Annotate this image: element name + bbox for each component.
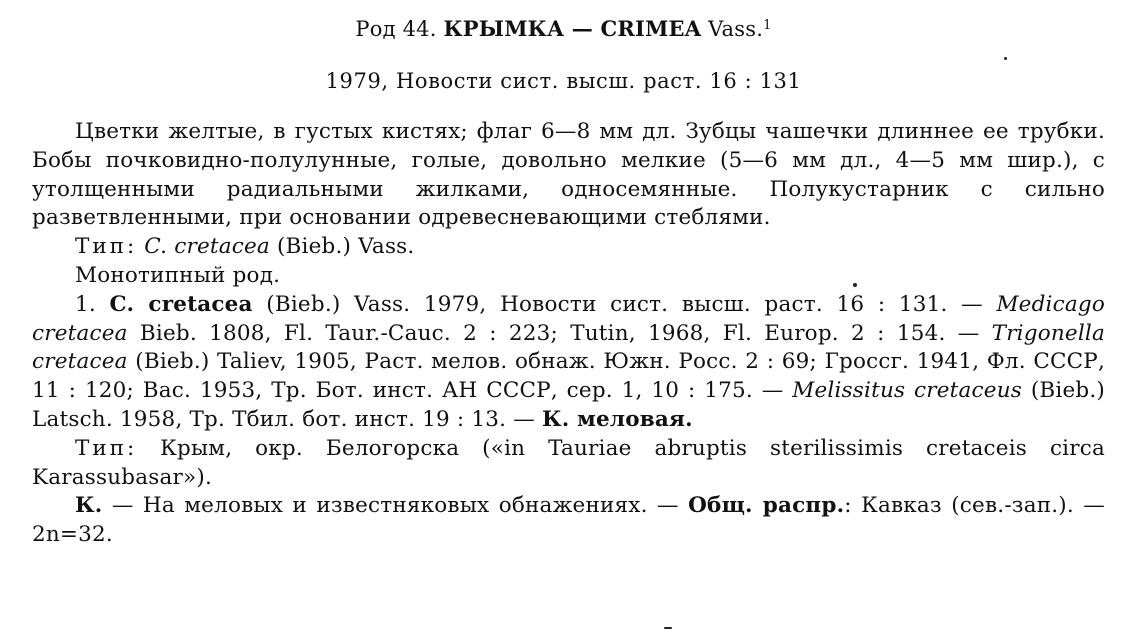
species-common-name: К. меловая. xyxy=(541,406,693,432)
species-citation-2: Bieb. 1808, Fl. Taur.-Cauc. 2 : 223; Tutin, 1968, Fl. Europ. 2 : 154. — xyxy=(127,320,992,346)
genus-author: Vass. xyxy=(701,17,764,41)
genus-name-latin: CRIMEA xyxy=(600,16,702,41)
species-number: 1. xyxy=(75,291,96,317)
genus-citation: 1979, Новости сист. высш. раст. 16 : 131 xyxy=(325,69,802,93)
species-citation-3: (Bieb.) Taliev, 1905, Раст. мелов. обнаж. Южн. Росс. 2 : 69; Гроссг. 1941, Фл. СССР, 11 : 120; Вас. 1953, Тр. Бот. инст. АН СССР, сер. 1, 10 : 175. — xyxy=(32,349,1105,404)
print-speck xyxy=(664,627,672,629)
species-name: C. cretacea xyxy=(109,291,253,317)
synonym-melissitus: Melissitus cretaceus xyxy=(792,378,1022,404)
genus-description: Цветки желтые, в густых кистях; флаг 6—8 мм дл. Зубцы чашечки длиннее ее трубки. Бобы почковидно-полулунные, голые, довольно мелкие (5—6 мм дл., 4—5 мм шир.), с утолщенными радиальными жилками, односемянные. Полукустарник с сильно разветвленными, при основании одревесневающими стеблями. xyxy=(32,119,1105,231)
species-type-label: Тип: xyxy=(75,435,138,461)
synonym-trigonella: Trigonella cretacea xyxy=(32,320,1105,375)
type-label: Тип: xyxy=(75,234,138,260)
genus-number: Род 44. xyxy=(355,17,437,41)
distribution-text: : Кавказ (сев.-зап.). — 2n=32. xyxy=(32,493,1105,548)
genus-name-russian: КРЫМКА xyxy=(443,16,565,41)
species-type-locality xyxy=(32,435,1105,493)
region-abbrev: К. xyxy=(75,493,103,519)
type-author: (Bieb.) Vass. xyxy=(269,234,415,260)
footnote-marker: 1 xyxy=(763,18,772,33)
print-speck xyxy=(853,283,857,287)
print-speck xyxy=(1004,57,1007,60)
genus-heading-dash: — xyxy=(564,16,601,41)
species-type-text: Крым, окр. Белогорска («in Tauriae abruptis sterilissimis cretaceis circa Karassubasar»). xyxy=(32,435,1105,490)
species-entry xyxy=(32,291,1105,435)
species-citation-4: (Bieb.) Latsch. 1958, Тр. Тбил. бот. инст. 19 : 13. — xyxy=(32,378,1105,432)
species-citation-1: (Bieb.) Vass. 1979, Новости сист. высш. раст. 16 : 131. — xyxy=(252,291,997,317)
type-species: C. cretacea xyxy=(144,234,270,260)
synonym-medicago: Medicago cretacea xyxy=(32,291,1105,346)
monotypic-note: Монотипный род. xyxy=(75,262,281,288)
genus-type-line xyxy=(32,233,1105,262)
entry-body xyxy=(32,118,1105,550)
genus-heading xyxy=(0,15,1127,43)
general-distribution-label: Общ. распр. xyxy=(688,493,845,519)
species-distribution xyxy=(32,492,1105,550)
habitat-text: — На меловых и известняковых обнажениях. — xyxy=(102,493,689,519)
